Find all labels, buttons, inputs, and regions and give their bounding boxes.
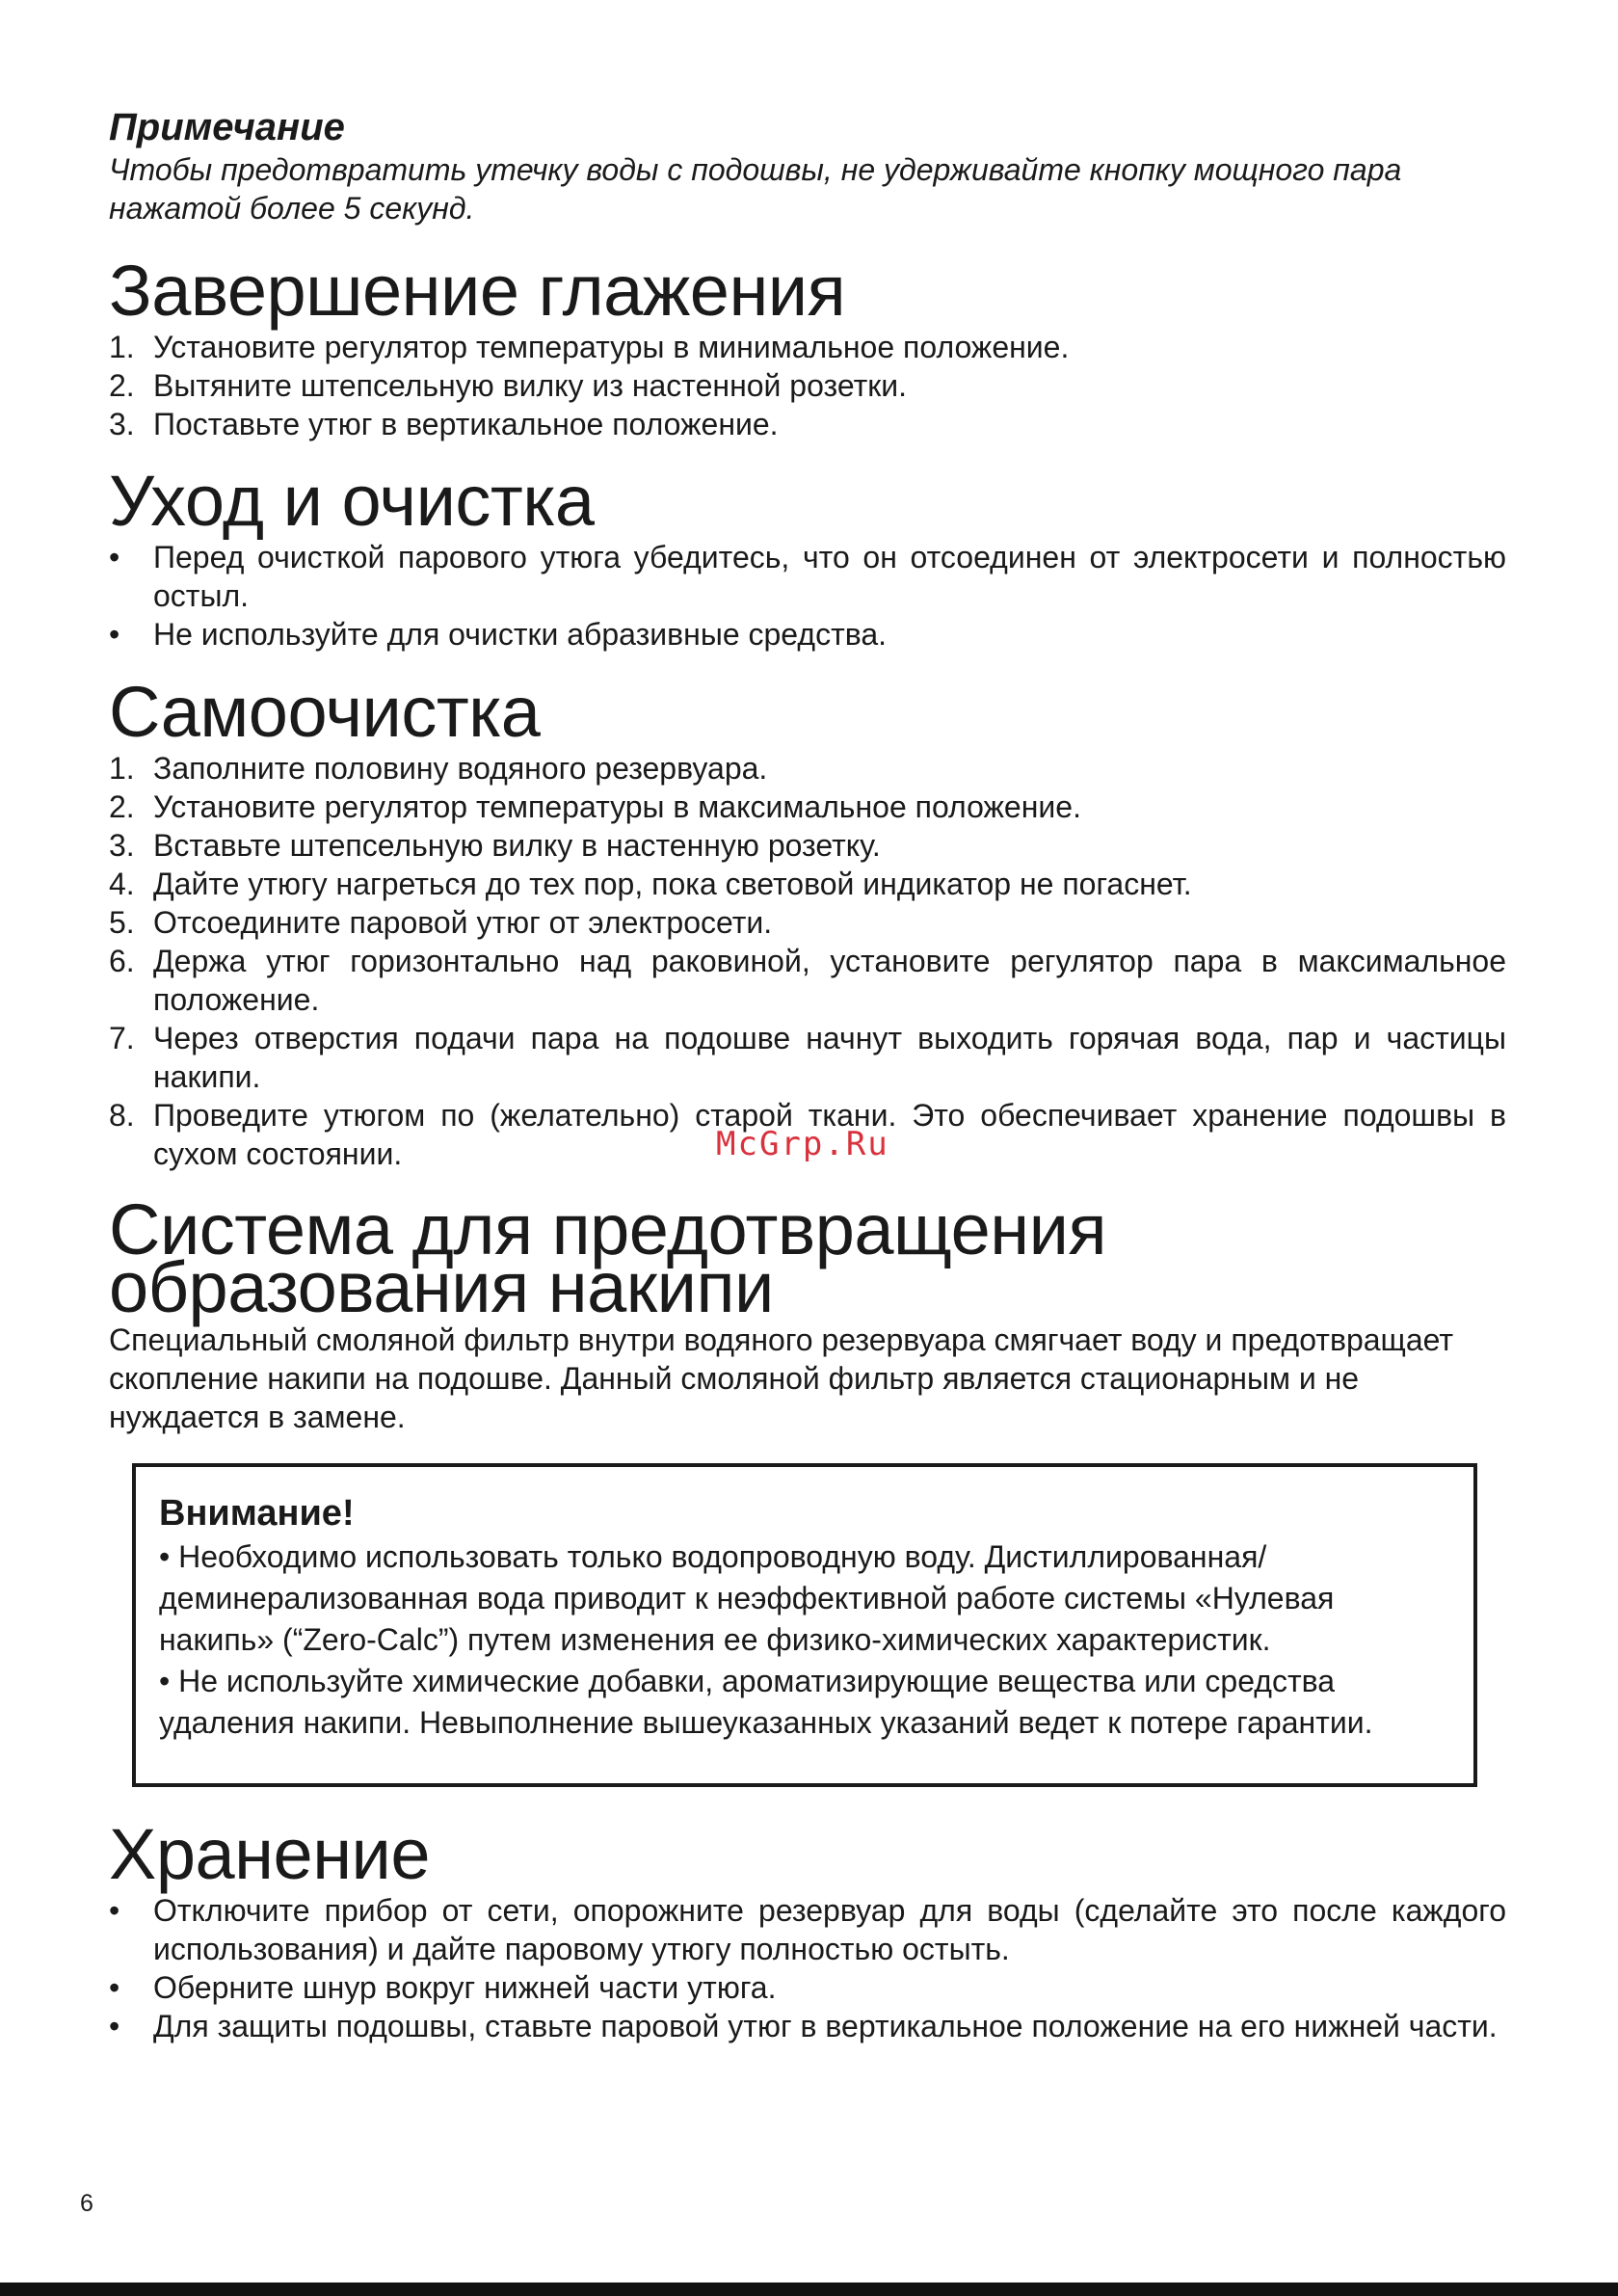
antiscale-text: Специальный смоляной фильтр внутри водяного резервуара смягчает воду и предотвращает скопление накипи на подошве. Данный смоляной фильтр является стационарным и не нуждается в замене.: [109, 1322, 1454, 1434]
finish-list: [109, 328, 1506, 443]
list-item: 3. Вставьте штепсельную вилку в настенную розетку.: [109, 828, 881, 863]
antiscale-title: Система для предотвращения образования накипи: [109, 1189, 1107, 1327]
warning-box: [132, 1463, 1477, 1787]
list-item: 1. Заполните половину водяного резервуара.: [109, 751, 768, 786]
list-item: 3. Поставьте утюг в вертикальное положение.: [109, 407, 779, 441]
watermark: McGrp.Ru: [716, 1125, 889, 1163]
list-item: • Перед очисткой парового утюга убедитесь, что он отсоединен от электросети и полностью остыл.: [109, 540, 1506, 613]
note-block: [109, 104, 1506, 227]
list-item: 4. Дайте утюгу нагреться до тех пор, пока световой индикатор не погаснет.: [109, 867, 1192, 901]
warning-text-2: • Не используйте химические добавки, ароматизирующие вещества или средства удаления накипи. Невыполнение вышеуказанных указаний ведет к потере гарантии.: [159, 1664, 1373, 1740]
section-anti-scale: [109, 1189, 1506, 1436]
note-text: Чтобы предотвратить утечку воды с подошвы, не удерживайте кнопку мощного пара нажатой более 5 секунд.: [109, 152, 1402, 226]
warning-title: Внимание!: [159, 1493, 355, 1534]
section-self-clean: [109, 672, 1506, 1173]
list-item: • Отключите прибор от сети, опорожните резервуар для воды (сделайте это после каждого использования) и дайте паровому утюгу полностью остыть.: [109, 1893, 1506, 1966]
section-care: [109, 461, 1506, 654]
list-item: 1. Установите регулятор температуры в минимальное положение.: [109, 330, 1070, 364]
section-storage: [109, 1814, 1506, 2045]
list-item: 8. Проведите утюгом по (желательно) старой ткани. Это обеспечивает хранение подошвы в сухом состоянии.: [109, 1098, 1506, 1171]
care-list: [109, 538, 1506, 654]
list-item: • Не используйте для очистки абразивные средства.: [109, 617, 888, 652]
bottom-rule: [0, 2283, 1618, 2296]
list-item: 6. Держа утюг горизонтально над раковиной, установите регулятор пара в максимальное положение.: [109, 944, 1506, 1017]
list-item: 7. Через отверстия подачи пара на подошве начнут выходить горячая вода, пар и частицы накипи.: [109, 1021, 1506, 1094]
list-item: • Оберните шнур вокруг нижней части утюга.: [109, 1970, 777, 2005]
care-title: Уход и очистка: [109, 461, 595, 541]
list-item: • Для защиты подошвы, ставьте паровой утюг в вертикальное положение на его нижней части.: [109, 2009, 1498, 2043]
selfclean-list: [109, 749, 1506, 1173]
list-item: 2. Вытяните штепсельную вилку из настенной розетки.: [109, 368, 907, 403]
list-item: 2. Установите регулятор температуры в максимальное положение.: [109, 789, 1081, 824]
finish-title: Завершение глажения: [109, 251, 846, 331]
section-finish-ironing: [109, 251, 1506, 443]
warning-text-1: • Необходимо использовать только водопроводную воду. Дистиллированная/ деминерализованная вода приводит к неэффективной работе системы «Нулевая накипь» (“Zero-Calc”) путем изменения ее физико-химических характеристик.: [159, 1539, 1335, 1657]
storage-list: [109, 1891, 1506, 2045]
selfclean-title: Самоочистка: [109, 672, 541, 752]
storage-title: Хранение: [109, 1814, 431, 1894]
note-title: Примечание: [109, 106, 345, 148]
list-item: 5. Отсоедините паровой утюг от электросети.: [109, 905, 773, 940]
page-number: 6: [80, 2190, 93, 2217]
